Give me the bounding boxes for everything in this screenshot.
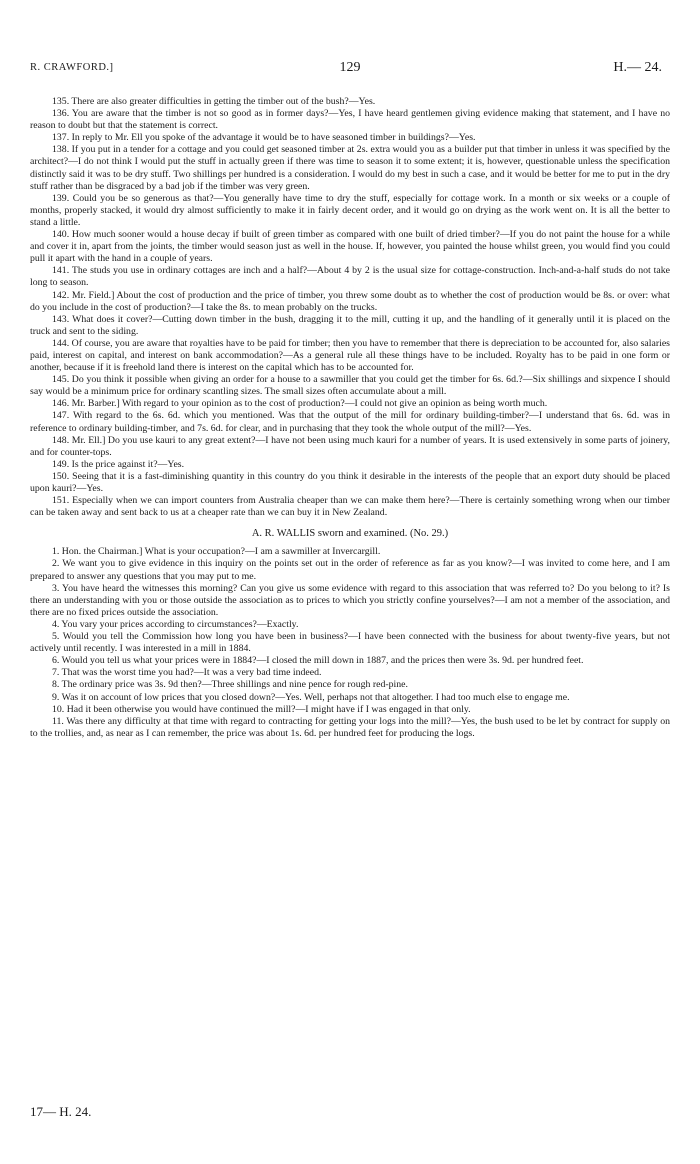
paragraph: 6. Would you tell us what your prices were in 1884?—I closed the mill down in 1887, and the prices then were 3s. 9d. per hundred feet.	[52, 655, 584, 667]
document-code: H.— 24.	[613, 60, 662, 75]
page-footer-signature: 17— H. 24.	[30, 1104, 92, 1119]
paragraph: 137. In reply to Mr. Ell you spoke of the advantage it would be to have seasoned timber in buildings?—Yes.	[52, 132, 476, 144]
paragraph: 8. The ordinary price was 3s. 9d then?—Three shillings and nine pence for rough red-pine.	[52, 679, 408, 691]
paragraph: 148. Mr. Ell.] Do you use kauri to any great extent?—I have not been using much kauri for a number of years. It is used extensively in some parts of joinery, and for counter-tops.	[30, 434, 670, 458]
paragraph: 142. Mr. Field.] About the cost of production and the price of timber, you threw some doubt as to whether the cost of production would be 8s. or over: what do you include in the cost of production?—I take the 8s. to mean probably on the trucks.	[30, 289, 670, 313]
paragraph: 138. If you put in a tender for a cottage and you could get seasoned timber at 2s. extra would you as a builder put that timber in unless it was specified by the architect?—I do not think I would put the stuff in actually green if there was time to season it to some extent; it is, however, questionable unless the specification distinctly said it was to be dry stuff. Two shillings per hundred is a consideration. I would do my best in such a case, and it would be better for me to put in the dry stuff rather than be disgraced by a bad job if the timber was very green.	[30, 144, 670, 192]
paragraph: 151. Especially when we can import counters from Australia cheaper than we can make them here?—There is certainly something wrong when our timber can be taken away and sent back to us at a cheaper rate than we can buy it in New Zealand.	[30, 495, 670, 519]
header-witness-name: R. CRAWFORD.]	[30, 62, 114, 73]
paragraph: 4. You vary your prices according to circumstances?—Exactly.	[52, 618, 299, 630]
paragraph: 7. That was the worst time you had?—It was a very bad time indeed.	[52, 667, 322, 679]
paragraph: 136. You are aware that the timber is not so good as in former days?—Yes, I have heard gentlemen giving evidence making that statement, and I have no reason to doubt but that the statement is correct.	[30, 108, 670, 132]
paragraph: 11. Was there any difficulty at that time with regard to contracting for getting your logs into the mill?—Yes, the bush used to be let by contract for supply on to the trollies, and, as near as I can remember, the price was about 1s. 6d. per hundred feet for producing the logs.	[30, 715, 670, 739]
paragraph: 3. You have heard the witnesses this morning? Can you give us some evidence with regard to this association that was referred to? Do you belong to it? Is there an understanding with you or those outside the association as to prices to which you strictly confine yourselves?—I am not a member of the association, and there are no fixed prices outside the association.	[30, 582, 670, 618]
paragraph: 10. Had it been otherwise you would have continued the mill?—I might have if I was engaged in that only.	[52, 703, 471, 715]
paragraph: 144. Of course, you are aware that royalties have to be paid for timber; then you have to remember that there is depreciation to be accounted for, also salaries paid, interest on capital, and interest on bank accommodation?—As a general rule all these things have to be included. Royalty has to be paid in one form or another, because if it is freehold land there is interest on the capital which has to be accounted for.	[30, 337, 670, 374]
paragraph: 141. The studs you use in ordinary cottages are inch and a half?—About 4 by 2 is the usual size for cottage-construction. Inch-and-a-half studs do not take long to season.	[30, 265, 670, 289]
paragraph: 139. Could you be so generous as that?—You generally have time to dry the stuff, especially for cottage work. In a month or six weeks or a couple of months, properly stacked, it would dry almost sufficiently to make it in fairly decent order, and it would go on drying as the work went on. It is all the better to stand a little.	[30, 192, 670, 228]
paragraph: 2. We want you to give evidence in this inquiry on the points set out in the order of reference as far as you know?—I was invited to come here, and I am prepared to answer any questions that you may put to me.	[30, 558, 670, 582]
page-number: 129	[339, 60, 361, 75]
paragraph: 146. Mr. Barber.] With regard to your opinion as to the cost of production?—I could not give an opinion as being worth much.	[52, 398, 548, 410]
paragraph: 150. Seeing that it is a fast-diminishing quantity in this country do you think it desirable in the interests of the people that an export duty should be placed upon kauri?—Yes.	[30, 470, 670, 494]
paragraph: 5. Would you tell the Commission how long you have been in business?—I have been connected with the business for about twenty-five years, but not actively until recently. I was interested in a mill in 1884.	[30, 631, 670, 655]
paragraph: 135. There are also greater difficulties in getting the timber out of the bush?—Yes.	[52, 96, 376, 107]
page-header	[30, 60, 670, 80]
paragraph: 145. Do you think it possible when giving an order for a house to a sawmiller that you could get the timber for 6s. 6d.?—Six shillings and sixpence I should say would be a minimum price for ordinary scantling sizes. The small sizes often accumulate about a mill.	[30, 374, 670, 398]
paragraph: 147. With regard to the 6s. 6d. which you mentioned. Was that the output of the mill for ordinary building-timber?—I understand that 6s. 6d. was in reference to ordinary building-timber, and 7s. 6d. for clear, and in purchasing that they took the whole output of the mill?—Yes.	[30, 410, 670, 434]
paragraph: 143. What does it cover?—Cutting down timber in the bush, dragging it to the mill, cutting it up, and the handling of it generally until it is placed on the truck and sent to the siding.	[30, 313, 670, 337]
paragraph: 1. Hon. the Chairman.] What is your occupation?—I am a sawmiller at Invercargill.	[52, 546, 381, 558]
page-body	[30, 96, 670, 740]
section-heading: A. R. WALLIS sworn and examined. (No. 29.)	[251, 528, 449, 540]
paragraph: 149. Is the price against it?—Yes.	[52, 458, 185, 470]
paragraph: 140. How much sooner would a house decay if built of green timber as compared with one built of dried timber?—If you do not paint the house for a while and cover it in, apart from the joints, the timber would season just as well in the house. If, however, you painted the house whilst green, you would find you could pull it apart with the hand in a couple of years.	[30, 229, 670, 265]
paragraph: 9. Was it on account of low prices that you closed down?—Yes. Well, perhaps not that altogether. I had too much else to engage me.	[52, 691, 570, 703]
